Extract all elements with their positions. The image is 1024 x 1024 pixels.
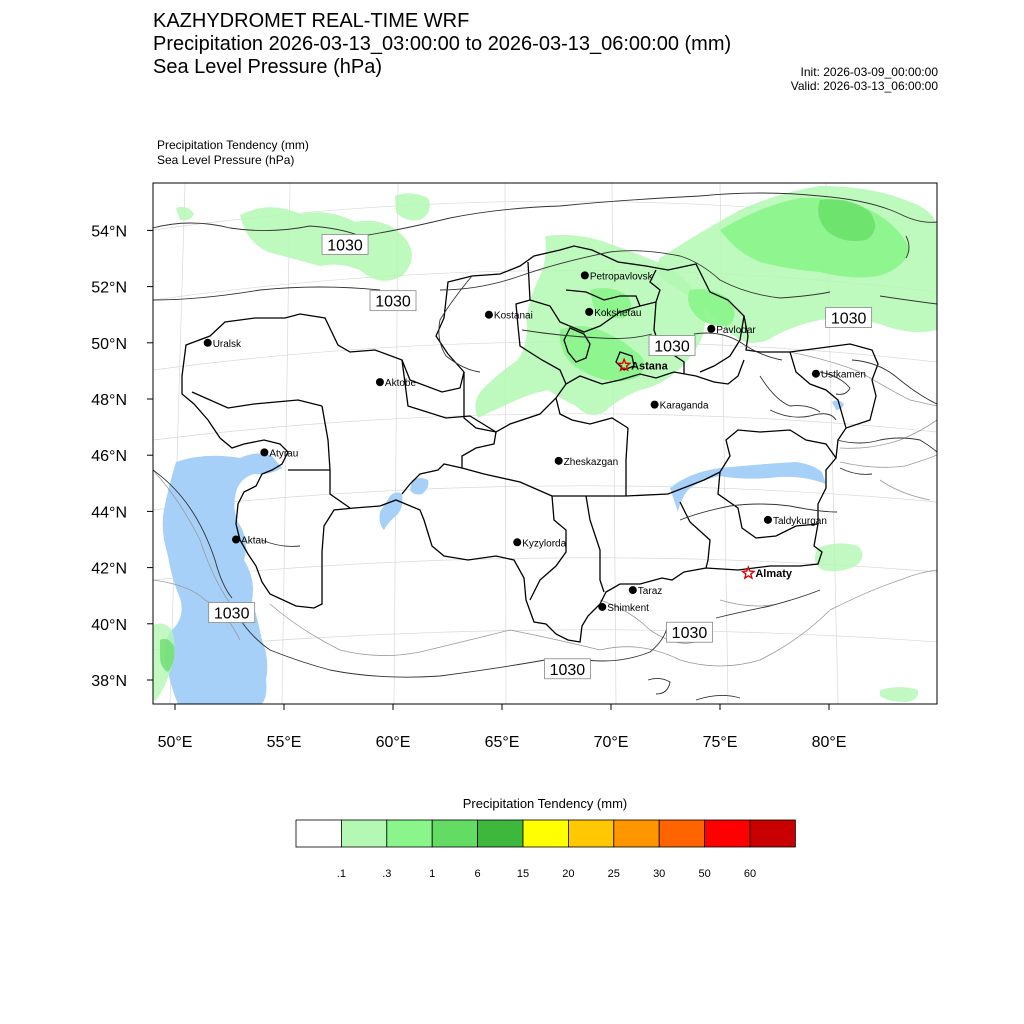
city-label: Pavlodar [716, 324, 756, 336]
colorbar-tick-label: .1 [336, 868, 346, 880]
isobar-label: 1030 [830, 310, 867, 328]
colorbar-swatch [296, 820, 341, 847]
city-label: Ustkamen [820, 369, 866, 381]
city-label: Kyzylorda [522, 538, 567, 550]
lon-tick-label: 50°E [157, 734, 193, 751]
lon-tick-label: 65°E [484, 734, 520, 751]
colorbar-swatch [341, 820, 386, 847]
colorbar-tick-label: 6 [474, 868, 481, 880]
city-dot [707, 325, 715, 333]
colorbar-swatch [523, 820, 568, 847]
lon-tick-label: 70°E [593, 734, 629, 751]
city-dot [513, 538, 521, 546]
colorbar-tick-label: 15 [516, 868, 530, 880]
lat-tick-label: 48°N [91, 392, 127, 409]
lat-tick-label: 46°N [91, 448, 127, 466]
map-subtitle: Precipitation 2026-03-13_03:00:00 to 2026-03-13_06:00:00 (mm) [153, 33, 732, 55]
valid-time: Valid: 2026-03-13_06:00:00 [790, 79, 938, 93]
colorbar-tick-label: 60 [743, 868, 757, 880]
colorbar-tick-label: 20 [562, 868, 575, 880]
map-panel [153, 183, 937, 704]
city-label: Uralsk [212, 338, 242, 350]
colorbar-swatch [614, 820, 659, 847]
isobar-label: 1030 [327, 237, 363, 255]
field-label-precip: Precipitation Tendency (mm) [157, 138, 309, 152]
lat-tick-label: 38°N [91, 673, 127, 690]
city-dot [585, 308, 593, 316]
lat-tick-label: 42°N [91, 560, 127, 578]
colorbar-swatch [568, 820, 613, 847]
colorbar-swatch [705, 820, 750, 847]
lon-tick-label: 55°E [266, 734, 302, 751]
colorbar-tick-label: 1 [429, 868, 436, 880]
city-label: Aktau [241, 535, 267, 547]
city-dot [485, 311, 493, 319]
precip-shading [153, 186, 937, 702]
city-label: Shimkent [607, 602, 649, 614]
city-label: Taldykurgan [772, 515, 827, 527]
city-label: Aktobe [384, 378, 417, 390]
colorbar-swatch [750, 820, 795, 847]
city-label: Taraz [637, 586, 663, 598]
neighbour-borders [153, 352, 937, 666]
city-label: Petropavlovsk [589, 271, 653, 283]
colorbar [296, 820, 795, 847]
city-label: Kostanai [493, 310, 533, 322]
city-dot [204, 339, 212, 347]
colorbar-tick-label: 25 [607, 868, 620, 880]
city-label: Kokshetau [594, 307, 642, 319]
city-label: Zheskazgan [563, 456, 619, 468]
city-label: Atyrau [269, 448, 299, 460]
lat-tick-label: 54°N [91, 223, 127, 241]
city-dot [260, 448, 268, 456]
isobar-label: 1030 [671, 625, 708, 643]
lat-tick-label: 44°N [91, 504, 127, 522]
city-dot [764, 516, 772, 524]
capital-label: Astana [631, 360, 668, 373]
city-dot [651, 401, 659, 409]
colorbar-tick-label: .3 [382, 868, 392, 880]
isobar-label: 1030 [213, 605, 250, 623]
water-bodies [163, 400, 844, 704]
city-dot [629, 586, 637, 594]
colorbar-swatch [659, 820, 704, 847]
colorbar-tick-label: 50 [698, 868, 711, 880]
colorbar-swatch [478, 820, 523, 847]
city-dot [376, 378, 384, 386]
capital-label: Almaty [755, 568, 793, 581]
map-subtitle-2: Sea Level Pressure (hPa) [153, 56, 383, 78]
lat-tick-label: 52°N [91, 279, 127, 297]
city-dot [581, 271, 589, 279]
lon-tick-label: 75°E [702, 734, 738, 751]
init-time: Init: 2026-03-09_00:00:00 [800, 65, 938, 79]
isobar-label: 1030 [549, 661, 586, 679]
isobar-label: 1030 [375, 293, 411, 311]
city-dot [232, 536, 240, 544]
city-dot [555, 457, 563, 465]
lon-tick-label: 80°E [811, 734, 847, 751]
isobar-label: 1030 [654, 338, 690, 356]
colorbar-tick-label: 30 [653, 868, 666, 880]
colorbar-swatch [387, 820, 432, 847]
colorbar-swatch [432, 820, 477, 847]
city-dot [598, 603, 606, 611]
field-label-slp: Sea Level Pressure (hPa) [157, 153, 295, 167]
map-title: KAZHYDROMET REAL-TIME WRF [153, 10, 470, 32]
city-dot [812, 370, 820, 378]
colorbar-title: Precipitation Tendency (mm) [462, 796, 628, 811]
lat-tick-label: 40°N [91, 616, 127, 634]
lon-tick-label: 60°E [375, 734, 411, 751]
lat-tick-label: 50°N [91, 335, 127, 353]
city-label: Karaganda [659, 400, 709, 412]
